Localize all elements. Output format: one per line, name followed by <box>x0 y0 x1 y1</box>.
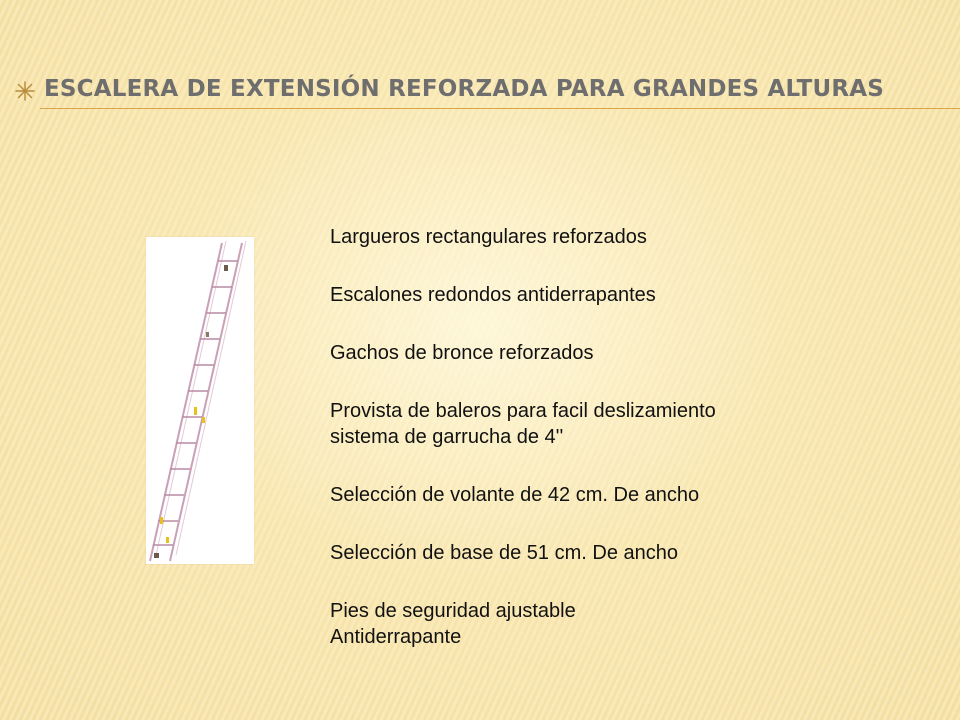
feature-text: Pies de seguridad ajustable <box>330 600 576 622</box>
feature-text-continued: Antiderrapante <box>330 626 462 648</box>
feature-item <box>330 224 930 250</box>
feature-item <box>330 340 930 366</box>
ladder-photo <box>146 237 254 564</box>
slide-title: ESCALERA DE EXTENSIÓN REFORZADA PARA GRANDES ALTURAS <box>44 76 885 102</box>
feature-item <box>330 598 930 650</box>
ladder-icon <box>146 237 254 564</box>
feature-item <box>330 540 930 566</box>
feature-text: Gachos de bronce reforzados <box>330 342 594 364</box>
title-underline <box>40 108 960 109</box>
feature-text-continued: sistema de garrucha de 4'' <box>330 426 564 448</box>
feature-item <box>330 282 930 308</box>
feature-text: Selección de volante de 42 cm. De ancho <box>330 484 700 506</box>
feature-text: Provista de baleros para facil deslizamiento <box>330 400 716 422</box>
feature-text: Selección de base de 51 cm. De ancho <box>330 542 678 564</box>
feature-text: Largueros rectangulares reforzados <box>330 226 647 248</box>
feature-list <box>330 224 930 682</box>
feature-item <box>330 398 930 450</box>
feature-item <box>330 482 930 508</box>
feature-text: Escalones redondos antiderrapantes <box>330 284 656 306</box>
star-icon <box>14 80 36 102</box>
